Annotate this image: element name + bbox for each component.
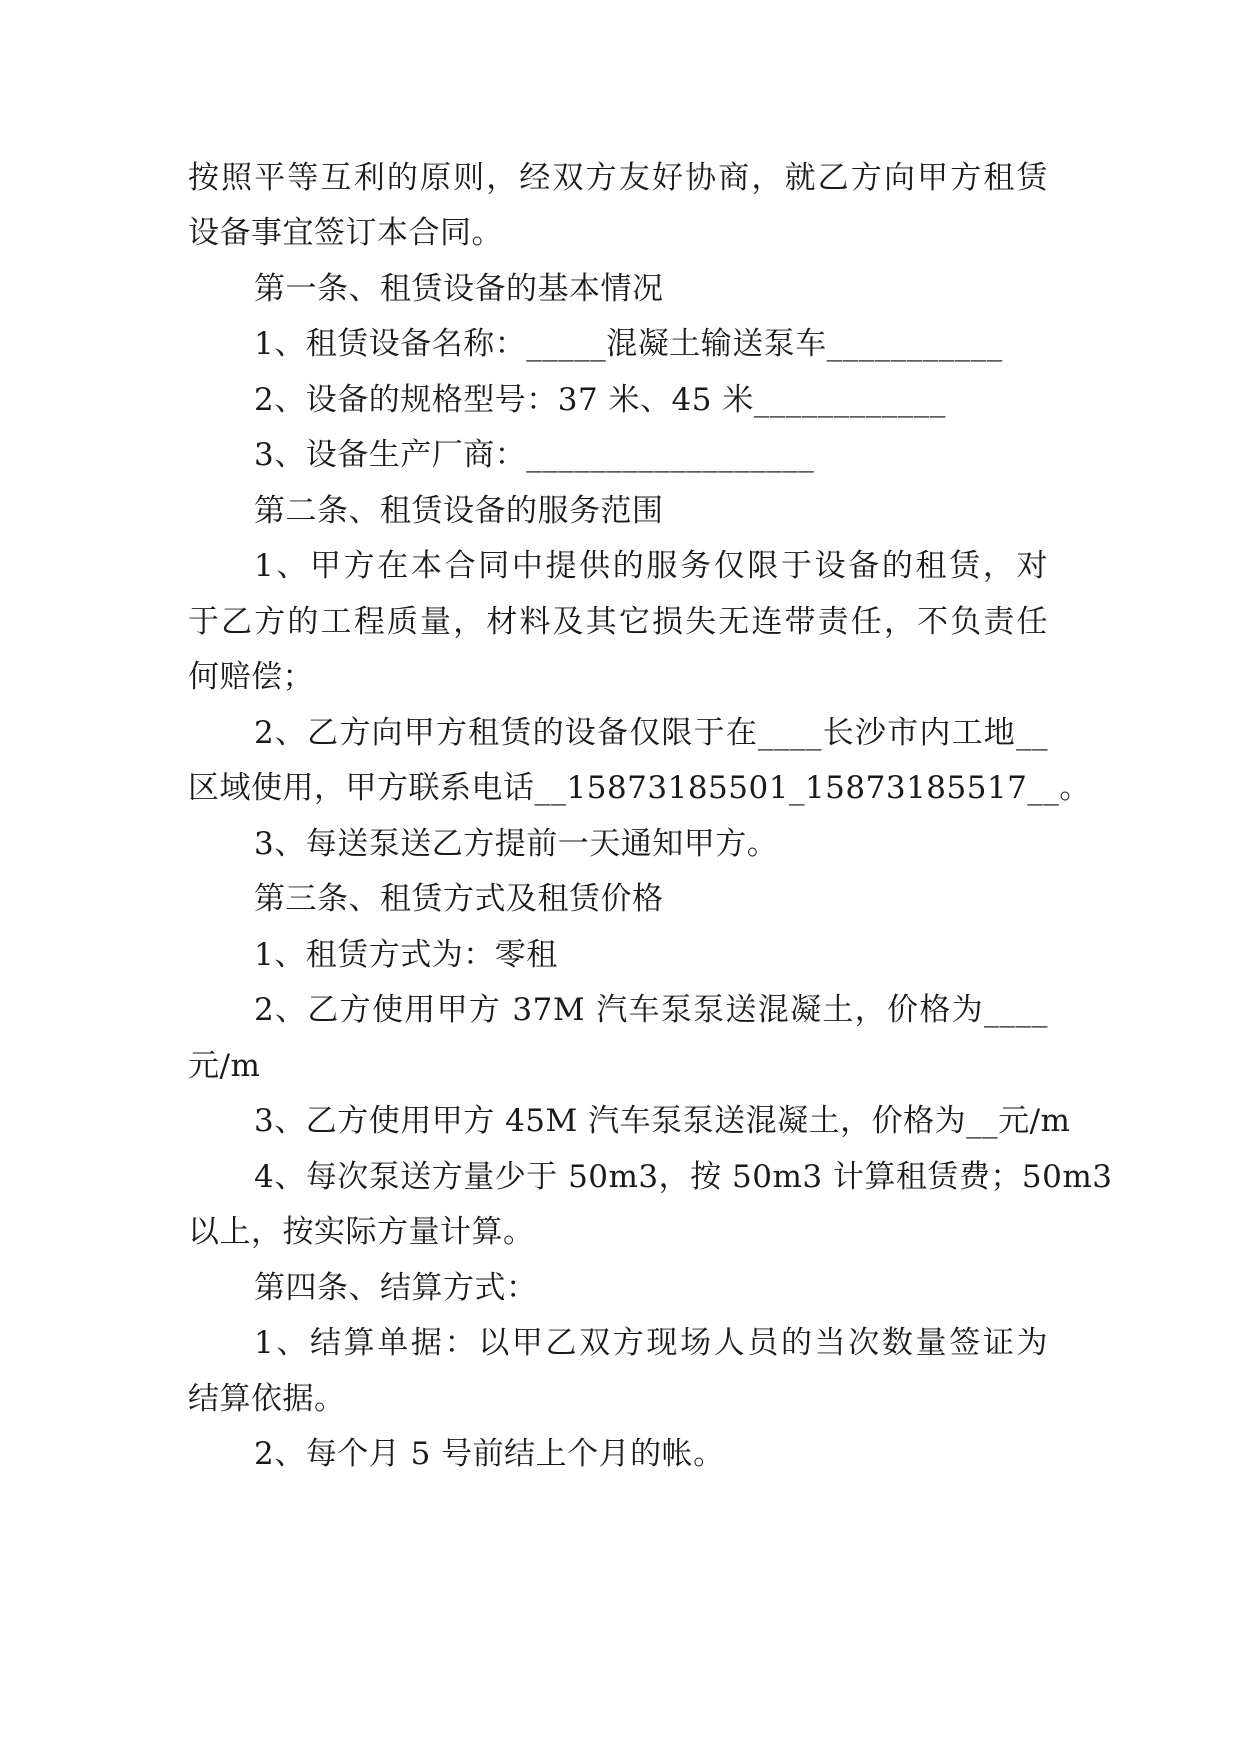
clause-line: 3、每送泵送乙方提前一天通知甲方。 <box>254 826 779 862</box>
clause-line: 何赔偿； <box>188 659 314 695</box>
clause-line: 元/m <box>188 1048 261 1084</box>
clause-line: 1、结算单据：以甲乙双方现场人员的当次数量签证为 <box>254 1325 1048 1361</box>
paragraph-line: 设备事宜签订本合同。 <box>188 215 503 251</box>
clause-line: 2、每个月 5 号前结上个月的帐。 <box>254 1436 725 1472</box>
article-heading: 第一条、租赁设备的基本情况 <box>254 271 664 307</box>
clause-line: 3、设备生产厂商：__________________ <box>254 437 815 473</box>
clause-line: 结算依据。 <box>188 1381 346 1417</box>
paragraph-line: 按照平等互利的原则，经双方友好协商，就乙方向甲方租赁 <box>188 160 1048 196</box>
clause-line: 4、每次泵送方量少于 50m3，按 50m3 计算租赁费；50m3 <box>254 1159 1113 1195</box>
clause-line: 2、设备的规格型号：37 米、45 米____________ <box>254 382 946 418</box>
article-heading: 第二条、租赁设备的服务范围 <box>254 493 664 529</box>
article-heading: 第四条、结算方式： <box>254 1270 538 1306</box>
article-heading: 第三条、租赁方式及租赁价格 <box>254 881 664 917</box>
clause-line: 1、租赁方式为：零租 <box>254 937 558 973</box>
clause-line: 2、乙方使用甲方 37M 汽车泵泵送混凝土，价格为____ <box>254 992 1048 1028</box>
clause-line: 3、乙方使用甲方 45M 汽车泵泵送混凝土，价格为__元/m <box>254 1103 1071 1139</box>
clause-line: 1、甲方在本合同中提供的服务仅限于设备的租赁，对 <box>254 548 1048 584</box>
clause-line: 区域使用，甲方联系电话__15873185501_15873185517__。 <box>188 770 1091 806</box>
clause-line: 1、租赁设备名称：_____混凝土输送泵车___________ <box>254 326 1003 362</box>
clause-line: 以上，按实际方量计算。 <box>188 1214 535 1250</box>
clause-line: 于乙方的工程质量，材料及其它损失无连带责任，不负责任 <box>188 604 1048 640</box>
clause-line: 2、乙方向甲方租赁的设备仅限于在____长沙市内工地__ <box>254 715 1048 751</box>
